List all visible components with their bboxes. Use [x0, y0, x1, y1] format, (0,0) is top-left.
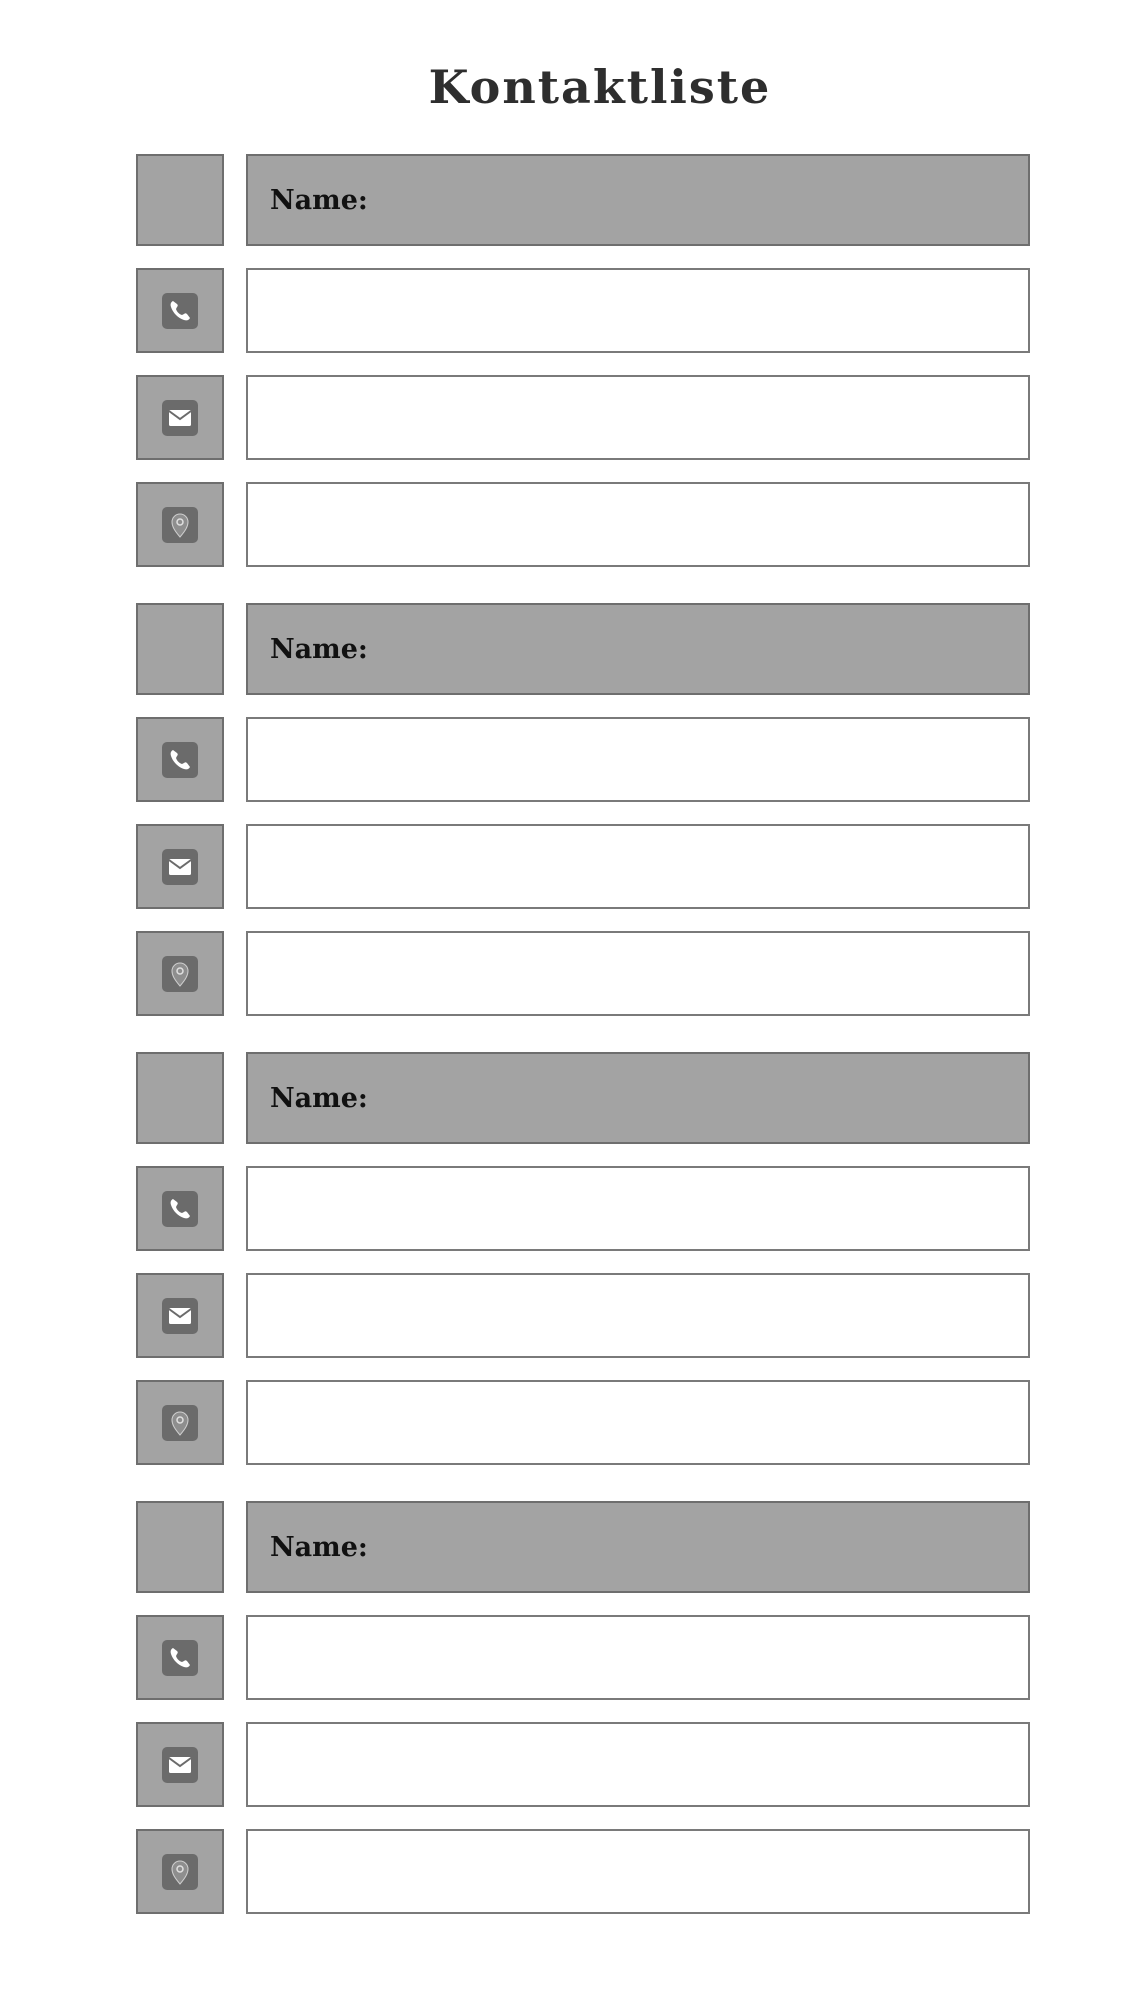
name-field[interactable]: [246, 154, 1030, 246]
name-field[interactable]: [246, 1052, 1030, 1144]
page-title: Kontaktliste: [428, 60, 772, 114]
address-field[interactable]: [246, 1829, 1030, 1914]
email-field[interactable]: [246, 375, 1030, 460]
phone-field[interactable]: [246, 1166, 1030, 1251]
contact-card: [136, 603, 1030, 1016]
mail-icon: [160, 1296, 200, 1336]
location-pin-icon: [160, 1852, 200, 1892]
photo-box: [136, 1501, 224, 1593]
phone-icon: [160, 1638, 200, 1678]
location-pin-icon: [160, 954, 200, 994]
name-label: Name:: [270, 633, 368, 665]
contact-card: [136, 154, 1030, 567]
photo-box: [136, 603, 224, 695]
phone-field[interactable]: [246, 268, 1030, 353]
phone-icon: [160, 740, 200, 780]
contact-list: [136, 154, 1030, 1950]
mail-icon: [160, 1745, 200, 1785]
phone-icon: [160, 1189, 200, 1229]
contact-card: [136, 1501, 1030, 1914]
name-label: Name:: [270, 1082, 368, 1114]
photo-box: [136, 1052, 224, 1144]
photo-box: [136, 154, 224, 246]
phone-icon: [160, 291, 200, 331]
contact-card: [136, 1052, 1030, 1465]
address-field[interactable]: [246, 1380, 1030, 1465]
name-field[interactable]: [246, 603, 1030, 695]
name-label: Name:: [270, 184, 368, 216]
phone-field[interactable]: [246, 1615, 1030, 1700]
address-field[interactable]: [246, 931, 1030, 1016]
address-field[interactable]: [246, 482, 1030, 567]
email-field[interactable]: [246, 1722, 1030, 1807]
phone-field[interactable]: [246, 717, 1030, 802]
mail-icon: [160, 847, 200, 887]
location-pin-icon: [160, 505, 200, 545]
mail-icon: [160, 398, 200, 438]
name-field[interactable]: [246, 1501, 1030, 1593]
email-field[interactable]: [246, 1273, 1030, 1358]
name-label: Name:: [270, 1531, 368, 1563]
location-pin-icon: [160, 1403, 200, 1443]
email-field[interactable]: [246, 824, 1030, 909]
